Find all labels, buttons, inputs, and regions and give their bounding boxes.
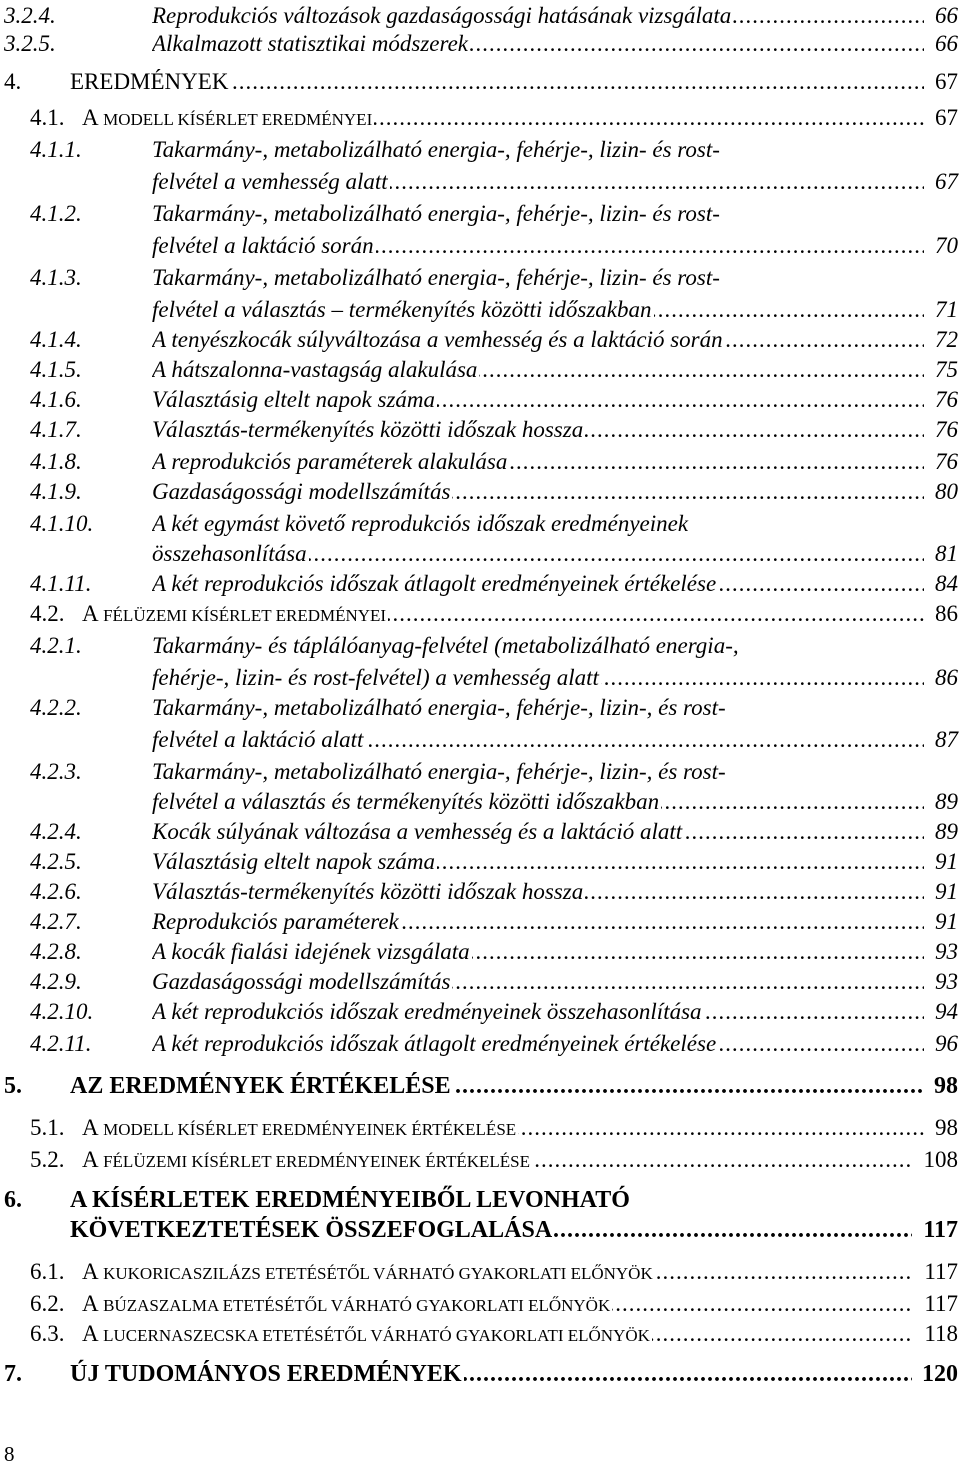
toc-entry-continuation: [0, 538, 960, 570]
toc-entry-page: 86: [933, 662, 958, 694]
toc-chapter-entry: [0, 66, 960, 98]
toc-entry-page: 75: [933, 354, 958, 386]
toc-entry-title-lead: A: [82, 601, 104, 626]
toc-entry-number: 4.2.10.: [30, 999, 94, 1024]
toc-entry-number: 6.1.: [30, 1259, 65, 1284]
toc-entry-page: 117: [922, 1256, 958, 1288]
toc-entry: [0, 414, 960, 446]
toc-entry: [0, 28, 960, 60]
toc-entry-page: 98: [932, 1070, 958, 1102]
toc-entry-page: 76: [933, 384, 958, 416]
toc-entry-title: Választás-termékenyítés közötti időszak hossza: [152, 417, 584, 442]
toc-entry-title-lead: A: [82, 1259, 104, 1284]
toc-entry-number: 6.3.: [30, 1321, 65, 1346]
toc-entry-title: Reprodukciós változások gazdaságossági hatásának vizsgálata: [152, 3, 732, 28]
footer-page-number: 8: [4, 1442, 15, 1466]
toc-entry-page: 117: [921, 1214, 958, 1246]
toc-entry-page: 93: [933, 936, 958, 968]
toc-entry-title: MODELL KÍSÉRLET EREDMÉNYEINEK ÉRTÉKELÉSE: [103, 1120, 517, 1139]
toc-entry-continuation: [0, 166, 960, 198]
toc-entry-title-lead: A: [82, 1147, 104, 1172]
toc-entry: [0, 816, 960, 848]
toc-entry: [0, 846, 960, 878]
toc-entry-first-line: [0, 134, 960, 166]
toc-entry-number: 5.2.: [30, 1147, 65, 1172]
toc-entry-title: Választásig eltelt napok száma: [152, 849, 436, 874]
toc-entry-page: 71: [933, 294, 958, 326]
toc-entry-number: 4.2.11.: [30, 1031, 92, 1056]
toc-entry-number: 4.2.5.: [30, 849, 82, 874]
toc-entry: [0, 906, 960, 938]
toc-entry-title-cont: felvétel a választás – termékenyítés közötti időszakban: [152, 297, 652, 322]
toc-entry-number: 3.2.5.: [4, 31, 56, 56]
toc-entry-title: A két reprodukciós időszak eredményeinek összehasonlítása: [152, 999, 702, 1024]
toc-entry-number: 3.2.4.: [4, 3, 56, 28]
toc-entry-title-lead: A: [82, 1321, 104, 1346]
toc-entry-title: KUKORICASZILÁZS ETETÉSÉTŐL VÁRHATÓ GYAKORLATI ELŐNYÖK: [103, 1264, 653, 1283]
toc-entry-title: ÚJ TUDOMÁNYOS EREDMÉNYEK: [70, 1361, 462, 1387]
toc-entry-page: 67: [933, 66, 958, 98]
toc-chapter-entry-first-line: [0, 1184, 960, 1216]
toc-entry-number: 4.2.1.: [30, 633, 82, 658]
toc-entry-title: Takarmány-, metabolizálható energia-, fehérje-, lizin- és rost-: [152, 137, 720, 162]
toc-entry-first-line: [0, 630, 960, 662]
toc-entry-page: 80: [933, 476, 958, 508]
toc-entry: [0, 324, 960, 356]
toc-entry-number: 5.1.: [30, 1115, 65, 1140]
toc-entry-title: Takarmány-, metabolizálható energia-, fehérje-, lizin- és rost-: [152, 201, 720, 226]
toc-entry-number: 4.1.1.: [30, 137, 82, 162]
toc-entry-title: Reprodukciós paraméterek: [152, 909, 399, 934]
toc-chapter-entry-continuation: [0, 1214, 960, 1246]
toc-entry-page: 66: [933, 28, 958, 60]
toc-entry: [0, 476, 960, 508]
toc-entry-number: 4.1.8.: [30, 449, 82, 474]
toc-entry-number: 5.: [4, 1073, 22, 1099]
toc-entry-page: 66: [933, 0, 958, 32]
toc-entry-continuation: [0, 230, 960, 262]
toc-entry-title: FÉLÜZEMI KÍSÉRLET EREDMÉNYEINEK ÉRTÉKELÉSE: [103, 1152, 531, 1171]
toc-entry-title: Takarmány-, metabolizálható energia-, fehérje-, lizin-, és rost-: [152, 695, 726, 720]
toc-entry: [0, 876, 960, 908]
toc-entry: [0, 996, 960, 1028]
toc-entry-page: 93: [933, 966, 958, 998]
toc-entry-page: 117: [922, 1288, 958, 1320]
toc-entry-number: 4.2.7.: [30, 909, 82, 934]
toc-entry-number: 4.2.8.: [30, 939, 82, 964]
toc-entry-number: 4.1.6.: [30, 387, 82, 412]
toc-entry-first-line: [0, 262, 960, 294]
toc-entry-page: 120: [920, 1358, 958, 1390]
toc-chapter-entry: [0, 1358, 960, 1390]
toc-section-entry: [0, 1318, 960, 1350]
toc-entry-number: 4.2.2.: [30, 695, 82, 720]
toc-entry-title: Takarmány- és táplálóanyag-felvétel (metabolizálható energia-,: [152, 633, 739, 658]
toc-section-entry: [0, 1144, 960, 1176]
toc-entry-page: 91: [933, 876, 958, 908]
toc-entry-page: 94: [933, 996, 958, 1028]
toc-entry-page: 84: [933, 568, 958, 600]
toc-entry-title: BÚZASZALMA ETETÉSÉTŐL VÁRHATÓ GYAKORLATI ELŐNYÖK: [103, 1296, 611, 1315]
toc-entry-title: Alkalmazott statisztikai módszerek: [152, 31, 469, 56]
toc-entry-title-cont: KÖVETKEZTETÉSEK ÖSSZEFOGLALÁSA: [70, 1217, 553, 1243]
toc-entry-page: 76: [933, 446, 958, 478]
toc-entry-number: 4.1.9.: [30, 479, 82, 504]
toc-entry: [0, 354, 960, 386]
toc-entry-number: 4.1.10.: [30, 511, 94, 536]
toc-entry-title: Takarmány-, metabolizálható energia-, fehérje-, lizin-, és rost-: [152, 759, 726, 784]
toc-entry-number: 4.2.3.: [30, 759, 82, 784]
toc-entry-title: FÉLÜZEMI KÍSÉRLET EREDMÉNYEI: [103, 606, 387, 625]
toc-entry-title-lead: A: [82, 105, 104, 130]
toc-entry-page: 89: [933, 816, 958, 848]
toc-entry-page: 91: [933, 906, 958, 938]
toc-entry-title-cont: összehasonlítása: [152, 541, 307, 566]
toc-chapter-entry: [0, 1070, 960, 1102]
toc-entry-page: 70: [933, 230, 958, 262]
toc-entry: [0, 936, 960, 968]
toc-entry-number: 6.2.: [30, 1291, 65, 1316]
toc-entry-continuation: [0, 724, 960, 756]
toc-entry-title-lead: A: [82, 1115, 104, 1140]
toc-entry-number: 7.: [4, 1361, 22, 1387]
toc-entry-page: 86: [933, 598, 958, 630]
toc-entry-title: Kocák súlyának változása a vemhesség és a laktáció alatt: [152, 819, 683, 844]
toc-entry-title: A reprodukciós paraméterek alakulása: [152, 449, 508, 474]
toc-entry: [0, 384, 960, 416]
toc-entry-page: 89: [933, 786, 958, 818]
toc-entry-title: A két reprodukciós időszak átlagolt eredményeinek értékelése: [152, 1031, 717, 1056]
toc-entry-title: Választás-termékenyítés közötti időszak hossza: [152, 879, 584, 904]
toc-section-entry: [0, 1256, 960, 1288]
toc-entry-continuation: [0, 786, 960, 818]
toc-section-entry: [0, 102, 960, 134]
toc-entry-title: A két egymást követő reprodukciós időszak eredményeinek: [152, 511, 689, 536]
toc-entry-page: 98: [933, 1112, 958, 1144]
toc-entry-title: Gazdaságossági modellszámítás: [152, 479, 451, 504]
toc-entry: [0, 568, 960, 600]
toc-entry-title-cont: felvétel a laktáció alatt: [152, 727, 364, 752]
toc-entry-title: A két reprodukciós időszak átlagolt eredményeinek értékelése: [152, 571, 717, 596]
toc-entry-number: 4.1.5.: [30, 357, 82, 382]
toc-entry-page: 72: [933, 324, 958, 356]
toc-entry-number: 4.1.: [30, 105, 65, 130]
toc-entry-title-cont: felvétel a választás és termékenyítés közötti időszakban: [152, 789, 660, 814]
toc-entry-continuation: [0, 662, 960, 694]
toc-entry: [0, 1028, 960, 1060]
toc-entry-title: Takarmány-, metabolizálható energia-, fehérje-, lizin- és rost-: [152, 265, 720, 290]
toc-entry-title-cont: felvétel a vemhesség alatt: [152, 169, 388, 194]
toc-entry-title: Gazdaságossági modellszámítás: [152, 969, 451, 994]
toc-entry-page: 67: [933, 102, 958, 134]
toc-entry-continuation: [0, 294, 960, 326]
toc-entry-first-line: [0, 198, 960, 230]
toc-entry-page: 76: [933, 414, 958, 446]
toc-entry-number: 4.2.: [30, 601, 65, 626]
toc-entry-page: 96: [933, 1028, 958, 1060]
toc-entry-title: A kocák fialási idejének vizsgálata: [152, 939, 470, 964]
toc-entry-number: 4.1.3.: [30, 265, 82, 290]
toc-entry-title: A tenyészkocák súlyváltozása a vemhesség és a laktáció során: [152, 327, 723, 352]
toc-entry-title: A hátszalonna-vastagság alakulása: [152, 357, 478, 382]
toc-entry-page: 87: [933, 724, 958, 756]
toc-entry-title: A KÍSÉRLETEK EREDMÉNYEIBŐL LEVONHATÓ: [70, 1187, 630, 1213]
toc-section-entry: [0, 598, 960, 630]
toc-entry-page: 67: [933, 166, 958, 198]
toc-entry-number: 4.: [4, 69, 22, 94]
toc-entry-number: 4.2.4.: [30, 819, 82, 844]
toc-entry-page: 81: [933, 538, 958, 570]
toc-entry-number: 6.: [4, 1187, 22, 1213]
toc-section-entry: [0, 1112, 960, 1144]
toc-entry-number: 4.2.6.: [30, 879, 82, 904]
toc-entry-title: AZ EREDMÉNYEK ÉRTÉKELÉSE: [70, 1073, 451, 1099]
toc-entry-page: 108: [922, 1144, 959, 1176]
toc-entry-first-line: [0, 508, 960, 540]
toc-entry-title: Választásig eltelt napok száma: [152, 387, 436, 412]
toc-entry-title: MODELL KÍSÉRLET EREDMÉNYEI: [103, 110, 373, 129]
toc-entry: [0, 446, 960, 478]
toc-entry-number: 4.2.9.: [30, 969, 82, 994]
toc-entry-first-line: [0, 692, 960, 724]
toc-entry-page: 118: [922, 1318, 958, 1350]
toc-entry-title: LUCERNASZECSKA ETETÉSÉTŐL VÁRHATÓ GYAKORLATI ELŐNYÖK: [103, 1326, 650, 1345]
toc-entry-number: 4.1.11.: [30, 571, 92, 596]
toc-entry-title-cont: fehérje-, lizin- és rost-felvétel) a vemhesség alatt: [152, 665, 599, 690]
toc-entry-page: 91: [933, 846, 958, 878]
toc-entry-first-line: [0, 756, 960, 788]
toc-entry-number: 4.1.7.: [30, 417, 82, 442]
toc-section-entry: [0, 1288, 960, 1320]
toc-entry-title-cont: felvétel a laktáció során: [152, 233, 374, 258]
toc-entry: [0, 966, 960, 998]
toc-entry-number: 4.1.4.: [30, 327, 82, 352]
toc-entry-title-lead: A: [82, 1291, 104, 1316]
toc-entry-title: EREDMÉNYEK: [70, 69, 229, 94]
toc-entry-number: 4.1.2.: [30, 201, 82, 226]
